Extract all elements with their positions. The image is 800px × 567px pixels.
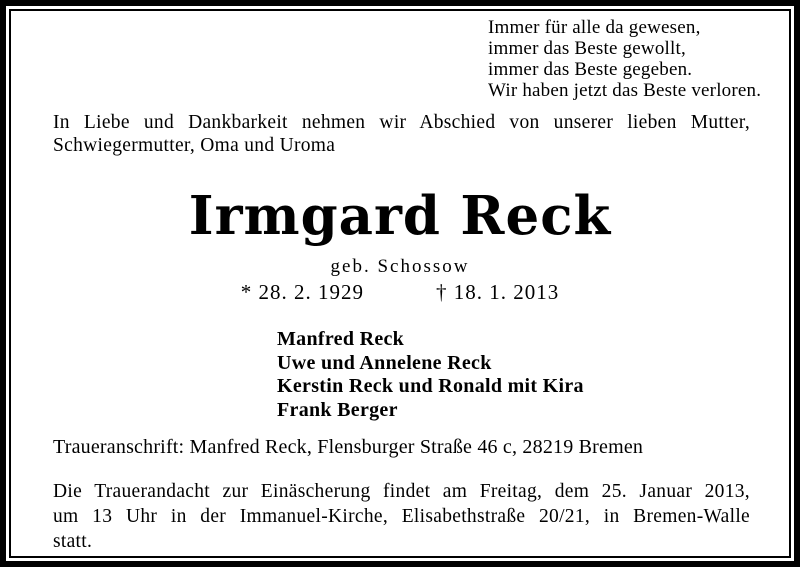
service-announcement — [53, 479, 750, 554]
mourners-list — [277, 328, 584, 422]
service-line: um 13 Uhr in der Immanuel-Kirche, Elisabethstraße 20/21, in Bremen-Walle — [53, 506, 750, 527]
mourning-address: Traueranschrift: Manfred Reck, Flensburger Straße 46 c, 28219 Bremen — [53, 436, 644, 458]
birth-date: * 28. 2. 1929 — [240, 280, 364, 304]
service-line: Die Trauerandacht zur Einäscherung findet am Freitag, dem 25. Januar 2013, — [53, 481, 750, 502]
deceased-name: Irmgard Reck — [188, 185, 612, 247]
mourner-name: Kerstin Reck und Ronald mit Kira — [277, 375, 584, 397]
epigraph-line: Immer für alle da gewesen, — [488, 17, 701, 38]
epigraph-line: immer das Beste gewollt, — [488, 38, 686, 59]
epigraph-line: immer das Beste gegeben. — [488, 59, 693, 80]
intro-line: Schwiegermutter, Oma und Uroma — [53, 134, 336, 156]
service-line: statt. — [53, 531, 93, 552]
mourner-name: Frank Berger — [277, 398, 398, 421]
epigraph-verse — [488, 17, 783, 101]
death-date: † 18. 1. 2013 — [436, 280, 560, 304]
intro-line: In Liebe und Dankbarkeit nehmen wir Abschied von unserer lieben Mutter, — [53, 112, 750, 133]
mourner-name: Manfred Reck — [277, 328, 405, 350]
epigraph-line: Wir haben jetzt das Beste verloren. — [488, 80, 762, 101]
maiden-name: geb. Schossow — [330, 256, 470, 277]
intro-paragraph — [53, 112, 750, 157]
life-dates — [0, 280, 800, 305]
mourner-name: Uwe und Annelene Reck — [277, 351, 492, 374]
